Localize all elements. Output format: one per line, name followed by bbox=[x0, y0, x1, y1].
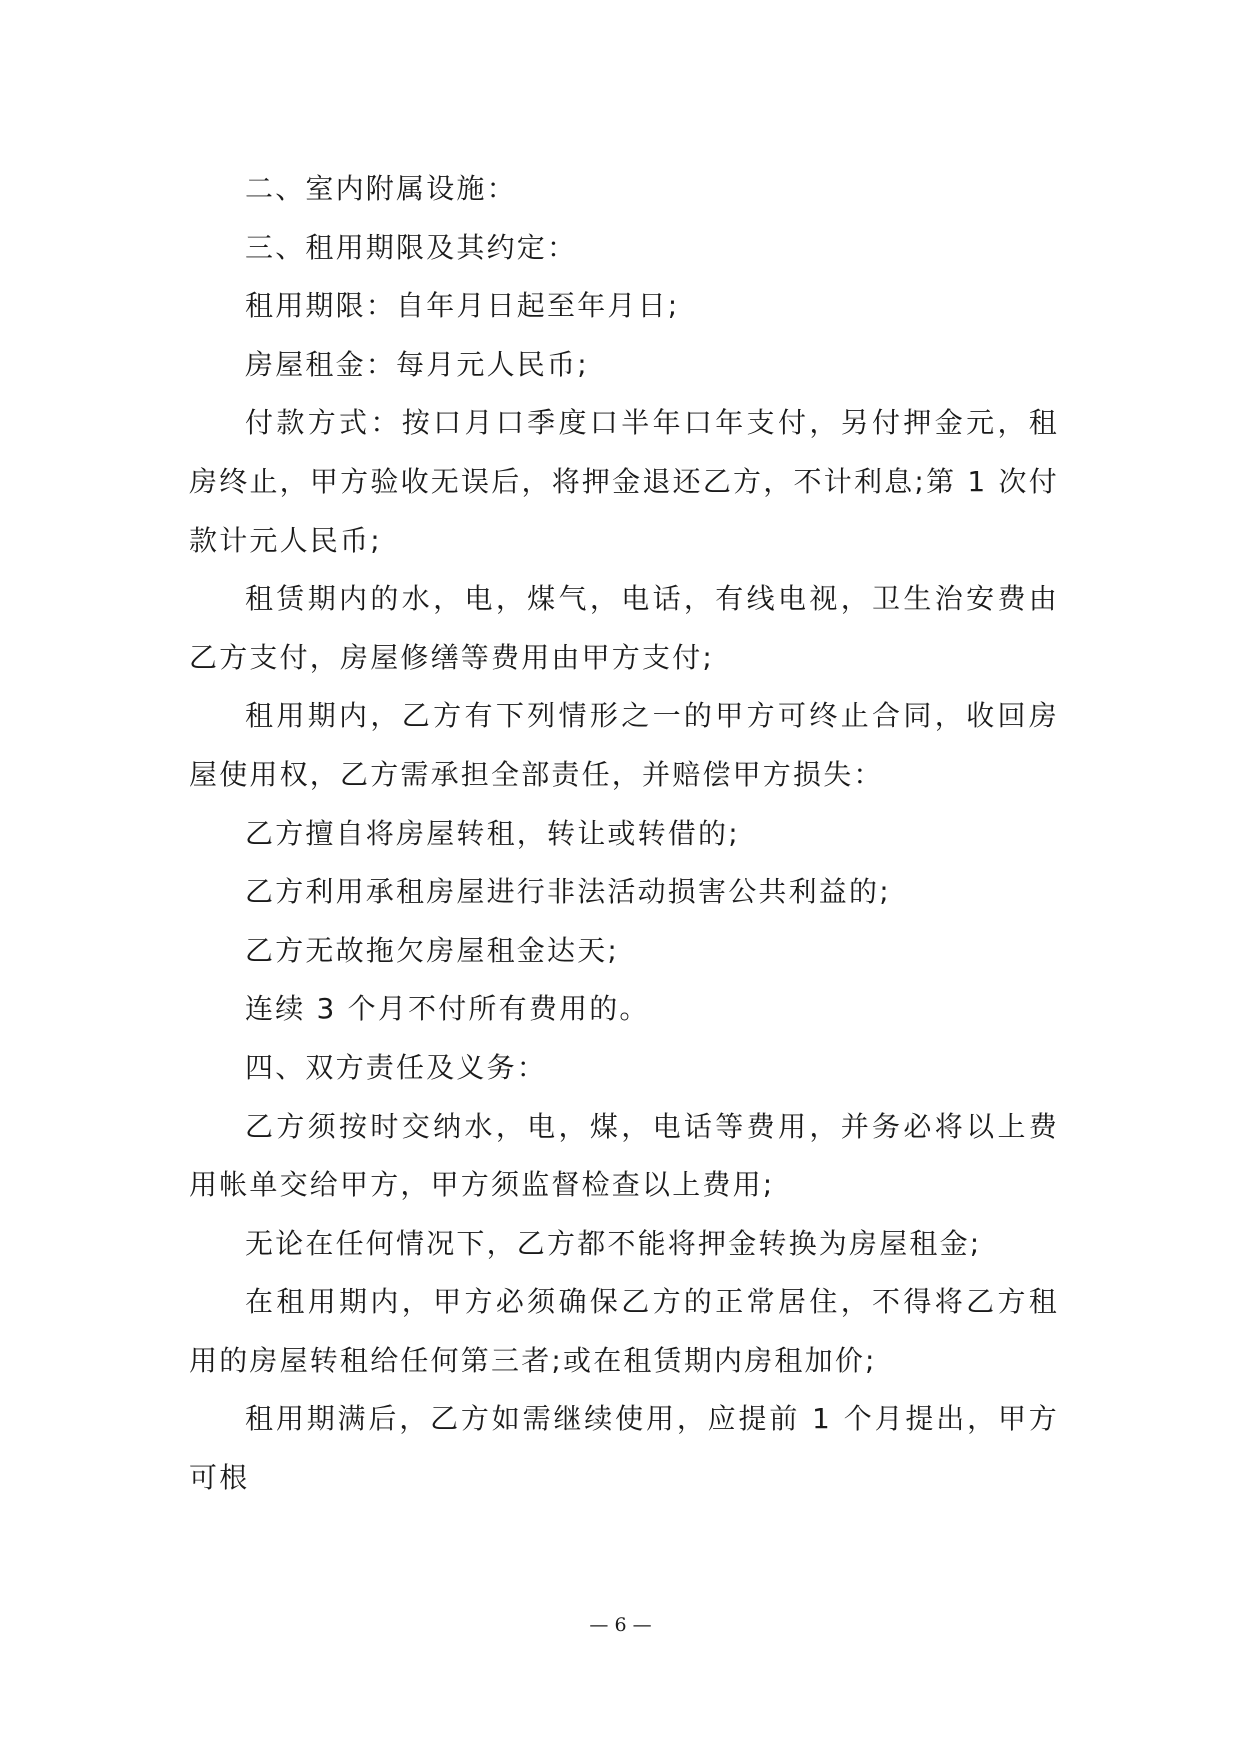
paragraph-sublet: 乙方擅自将房屋转租，转让或转借的; bbox=[245, 816, 740, 850]
document-body bbox=[189, 160, 1059, 1508]
paragraph-payment-method: 付款方式：按口月口季度口半年口年支付，另付押金元，租房终止，甲方验收无误后，将押金退还乙方，不计利息;第 1 次付款计元人民币; bbox=[189, 406, 1059, 557]
paragraph-rent-arrears: 乙方无故拖欠房屋租金达天; bbox=[245, 933, 620, 967]
paragraph-landlord-duty: 在租用期内，甲方必须确保乙方的正常居住，不得将乙方租用的房屋转租给任何第三者;或在租赁期内房租加价; bbox=[189, 1285, 1059, 1377]
paragraph-rent: 房屋租金：每月元人民币; bbox=[245, 347, 589, 381]
paragraph-unpaid-fees: 连续 3 个月不付所有费用的。 bbox=[245, 992, 650, 1026]
paragraph-section-4-heading: 四、双方责任及义务： bbox=[245, 1050, 548, 1084]
paragraph-section-2-heading: 二、室内附属设施： bbox=[245, 172, 517, 205]
paragraph-fee-payment: 乙方须按时交纳水，电，煤，电话等费用，并务必将以上费用帐单交给甲方，甲方须监督检查以上费用; bbox=[189, 1109, 1059, 1202]
paragraph-section-3-heading: 三、租用期限及其约定： bbox=[245, 230, 578, 264]
paragraph-deposit-rule: 无论在任何情况下，乙方都不能将押金转换为房屋租金; bbox=[245, 1226, 982, 1260]
page-number: — 6 — bbox=[589, 1614, 652, 1636]
paragraph-illegal-use: 乙方利用承租房屋进行非法活动损害公共利益的; bbox=[245, 875, 891, 909]
paragraph-utilities: 租赁期内的水，电，煤气，电话，有线电视，卫生治安费由乙方支付，房屋修缮等费用由甲方支付; bbox=[189, 582, 1059, 674]
paragraph-termination-conditions: 租用期内，乙方有下列情形之一的甲方可终止合同，收回房屋使用权，乙方需承担全部责任，并赔偿甲方损失： bbox=[189, 699, 1059, 791]
paragraph-renewal: 租用期满后，乙方如需继续使用，应提前 1 个月提出，甲方可根 bbox=[189, 1402, 1059, 1495]
paragraph-lease-term: 租用期限：自年月日起至年月日; bbox=[245, 289, 680, 323]
